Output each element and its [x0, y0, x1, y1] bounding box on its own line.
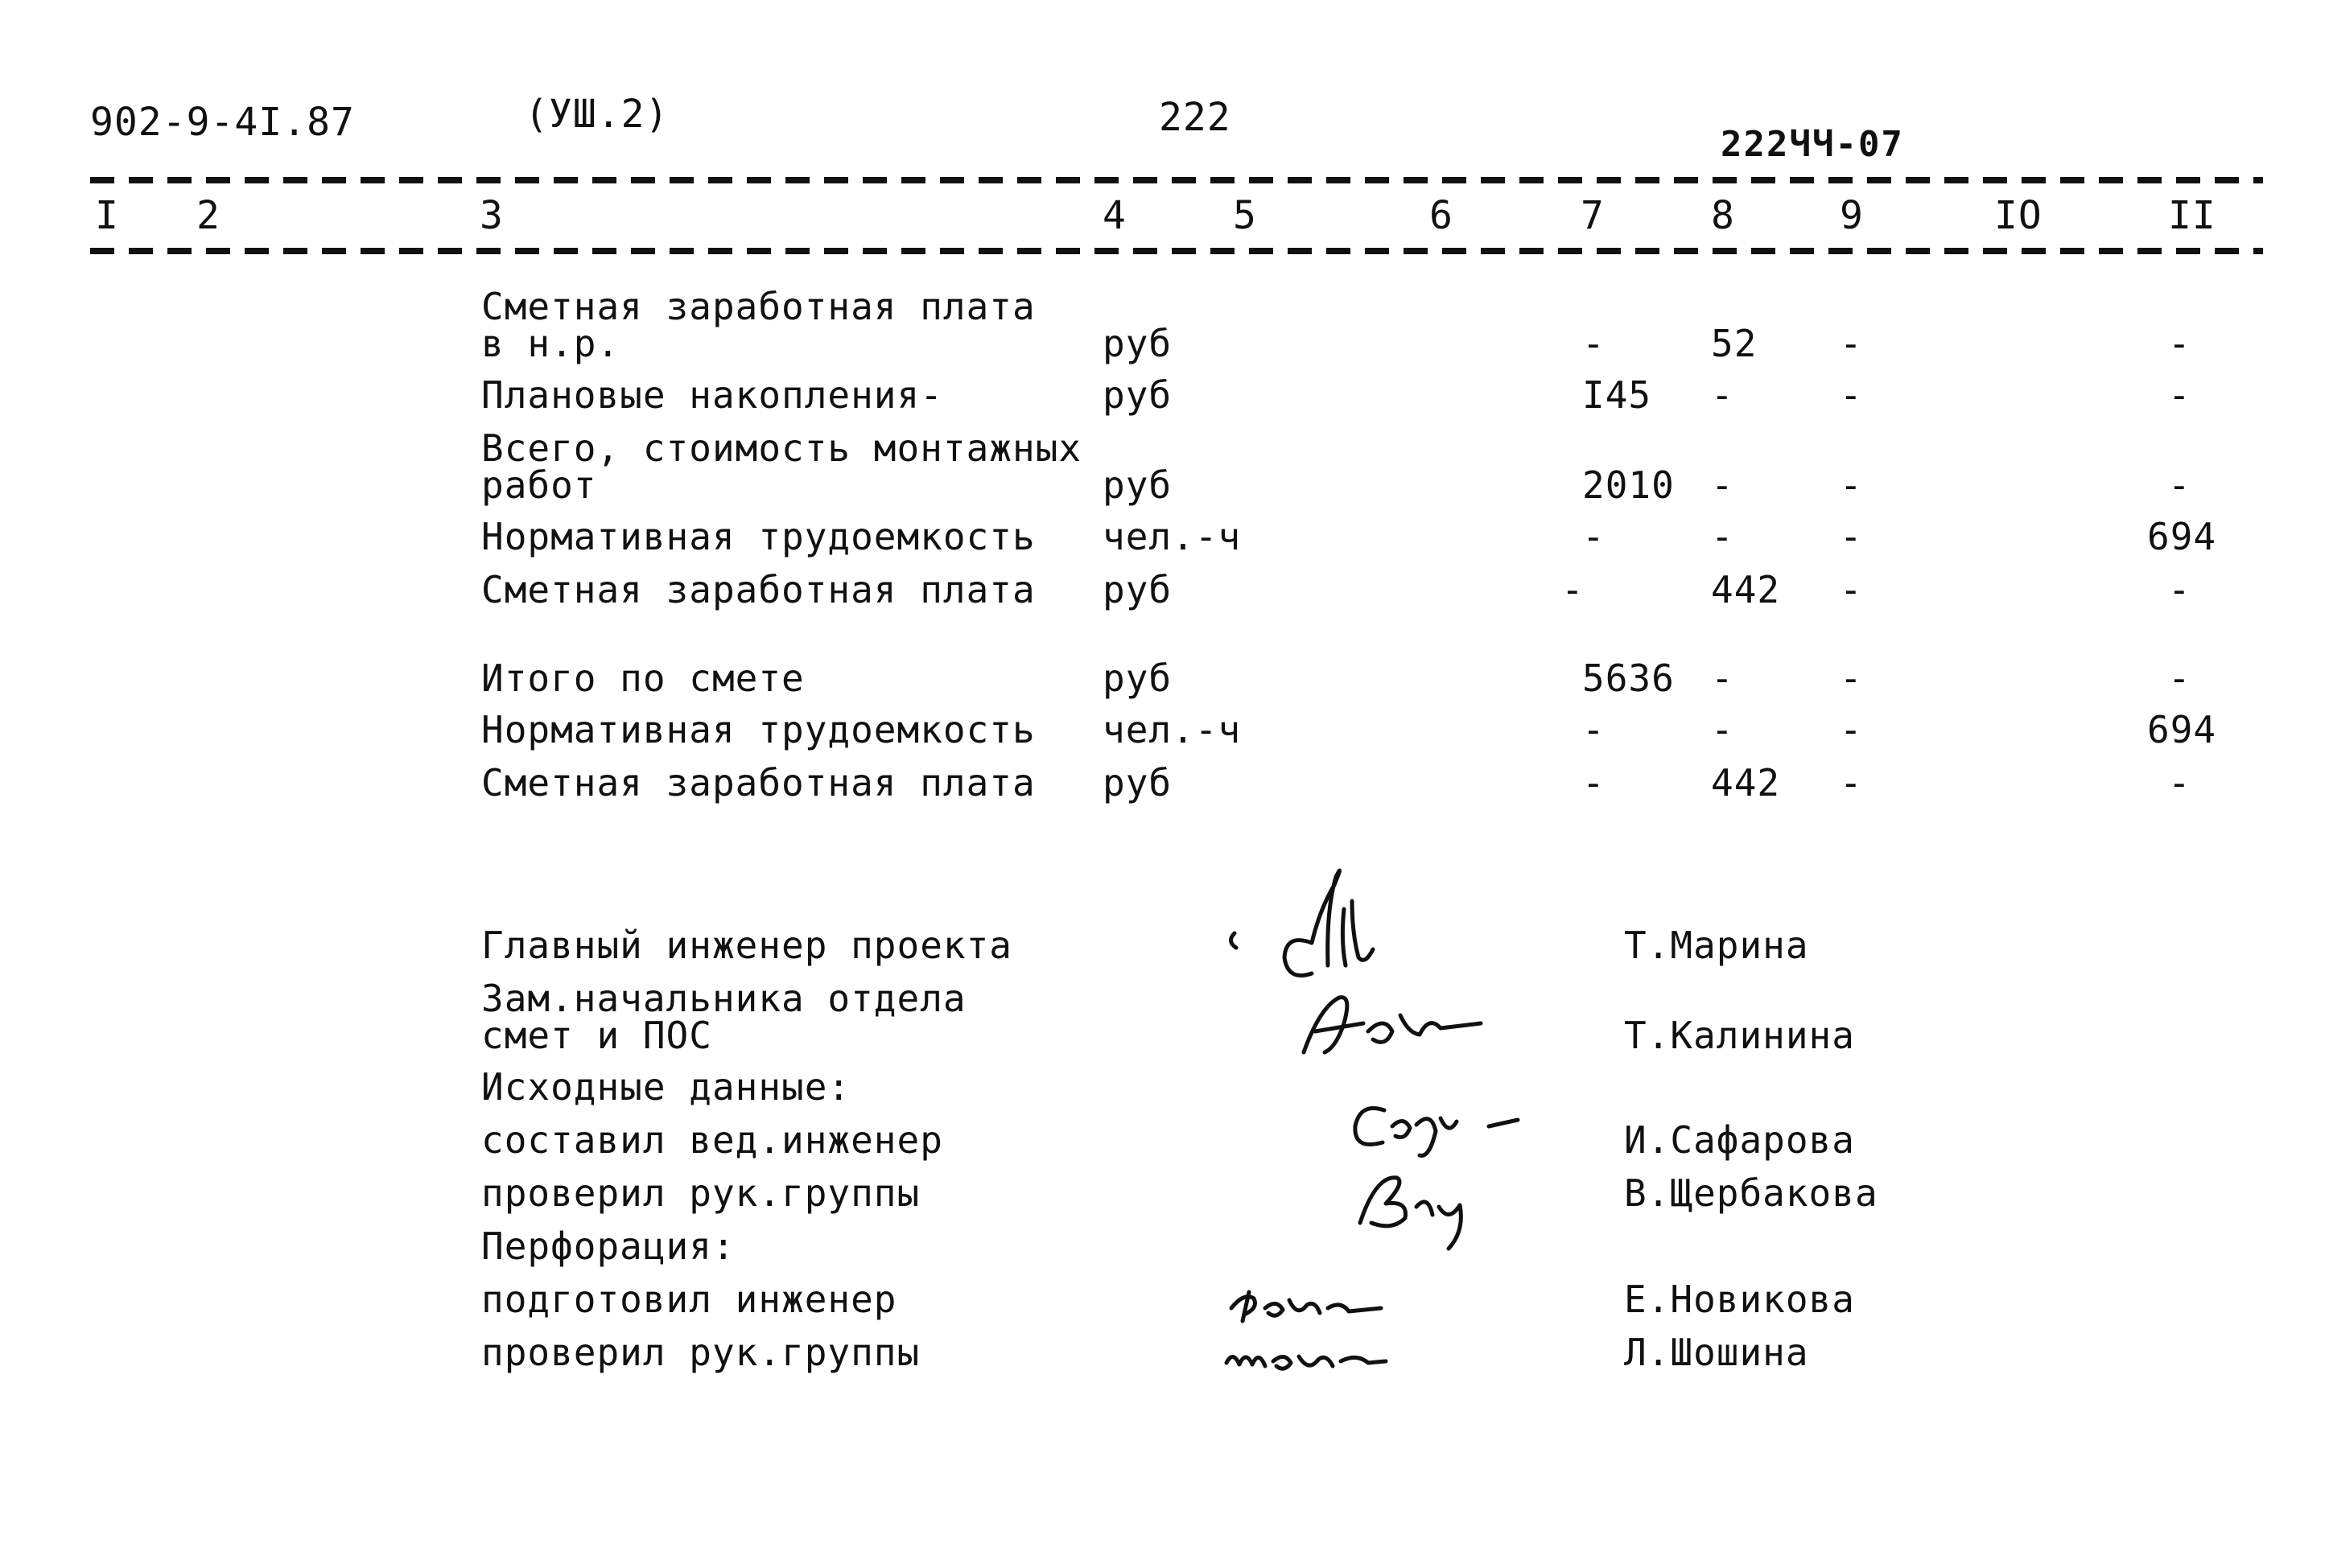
- row-col-11: -: [2168, 656, 2191, 700]
- row-col-7: I45: [1582, 373, 1652, 417]
- row-col-7: 5636: [1582, 656, 1675, 700]
- signatory-name: И.Сафарова: [1624, 1118, 1855, 1162]
- row-col-9: -: [1840, 568, 1863, 611]
- row-col-8: -: [1711, 463, 1734, 507]
- header-top-rule: [90, 177, 2263, 183]
- row-label-continued: работ: [481, 463, 597, 507]
- row-col-8: -: [1711, 373, 1734, 417]
- column-number-4: 4: [1103, 193, 1127, 238]
- row-col-11: 694: [2147, 515, 2217, 558]
- row-col-7: -: [1582, 708, 1606, 751]
- row-label: Плановые накопления-: [481, 373, 943, 417]
- column-number-5: 5: [1233, 193, 1257, 238]
- row-col-8: 442: [1711, 568, 1781, 611]
- row-col-8: -: [1711, 708, 1734, 751]
- column-number-3: 3: [480, 193, 504, 238]
- signatory-name: Т.Калинина: [1624, 1014, 1855, 1057]
- row-col-8: -: [1711, 515, 1734, 558]
- row-col-11: -: [2168, 568, 2191, 611]
- archive-stamp-number: 222ЧЧ-07: [1721, 124, 1904, 165]
- row-col-9: -: [1840, 322, 1863, 365]
- handwritten-signature-preparer: [1220, 1276, 1397, 1332]
- signatory-name: Л.Шошина: [1624, 1331, 1809, 1374]
- row-col-8: -: [1711, 656, 1734, 700]
- row-col-8: 52: [1711, 322, 1758, 365]
- row-unit: руб: [1103, 568, 1173, 611]
- signatory-name: В.Щербакова: [1624, 1171, 1878, 1215]
- section-label: (УШ.2): [525, 92, 670, 137]
- signatory-role-continued: смет и ПОС: [481, 1014, 712, 1057]
- row-col-7: -: [1582, 761, 1606, 805]
- row-col-7: -: [1561, 568, 1585, 611]
- row-col-7: 2010: [1582, 463, 1675, 507]
- row-col-11: -: [2168, 322, 2191, 365]
- signatory-name: Е.Новикова: [1624, 1278, 1855, 1321]
- column-number-2: 2: [196, 193, 221, 238]
- row-col-7: -: [1582, 515, 1606, 558]
- row-unit: руб: [1103, 463, 1173, 507]
- row-col-11: -: [2168, 463, 2191, 507]
- signatory-role: подготовил инженер: [481, 1278, 897, 1321]
- column-number-10: IO: [1994, 193, 2043, 238]
- handwritten-signature-chief-engineer: [1223, 853, 1416, 990]
- row-col-9: -: [1840, 515, 1863, 558]
- signatory-role: Главный инженер проекта: [481, 924, 1012, 967]
- row-col-9: -: [1840, 373, 1863, 417]
- handwritten-signature-group-lead: [1328, 1159, 1489, 1255]
- signatory-role: составил вед.инженер: [481, 1118, 943, 1162]
- header-bottom-rule: [90, 248, 2263, 254]
- column-number-7: 7: [1581, 193, 1605, 238]
- row-label-continued: в н.р.: [481, 322, 620, 365]
- column-number-6: 6: [1429, 193, 1453, 238]
- section-heading-source-data: Исходные данные:: [481, 1065, 851, 1109]
- page-number: 222: [1159, 95, 1231, 140]
- row-label: Сметная заработная плата: [481, 568, 1036, 611]
- signatory-role: проверил рук.группы: [481, 1171, 921, 1215]
- row-label: Нормативная трудоемкость: [481, 515, 1036, 558]
- signatory-role: Зам.начальника отдела: [481, 977, 967, 1020]
- row-col-9: -: [1840, 656, 1863, 700]
- row-unit: руб: [1103, 761, 1173, 805]
- signatory-role: проверил рук.группы: [481, 1331, 921, 1374]
- row-col-11: -: [2168, 761, 2191, 805]
- signatory-name: Т.Марина: [1624, 924, 1809, 967]
- column-number-8: 8: [1711, 193, 1735, 238]
- column-number-9: 9: [1840, 193, 1864, 238]
- row-unit: руб: [1103, 373, 1173, 417]
- row-label: Нормативная трудоемкость: [481, 708, 1036, 751]
- row-col-7: -: [1582, 322, 1606, 365]
- column-number-1: I: [95, 193, 119, 238]
- row-unit: чел.-ч: [1103, 708, 1242, 751]
- row-label: Всего, стоимость монтажных: [481, 426, 1082, 470]
- handwritten-signature-deputy-head: [1288, 983, 1497, 1072]
- row-col-9: -: [1840, 708, 1863, 751]
- row-label: Сметная заработная плата: [481, 761, 1036, 805]
- row-col-9: -: [1840, 761, 1863, 805]
- row-col-8: 442: [1711, 761, 1781, 805]
- row-col-11: 694: [2147, 708, 2217, 751]
- row-label: Итого по смете: [481, 656, 805, 700]
- row-col-9: -: [1840, 463, 1863, 507]
- doc-code: 902-9-4I.87: [90, 100, 355, 145]
- row-label: Сметная заработная плата: [481, 285, 1036, 328]
- row-unit: руб: [1103, 322, 1173, 365]
- row-unit: руб: [1103, 656, 1173, 700]
- row-unit: чел.-ч: [1103, 515, 1242, 558]
- handwritten-signature-checker: [1215, 1329, 1400, 1385]
- column-number-11: II: [2168, 193, 2216, 238]
- section-heading-perforation: Перфорация:: [481, 1224, 736, 1268]
- row-col-11: -: [2168, 373, 2191, 417]
